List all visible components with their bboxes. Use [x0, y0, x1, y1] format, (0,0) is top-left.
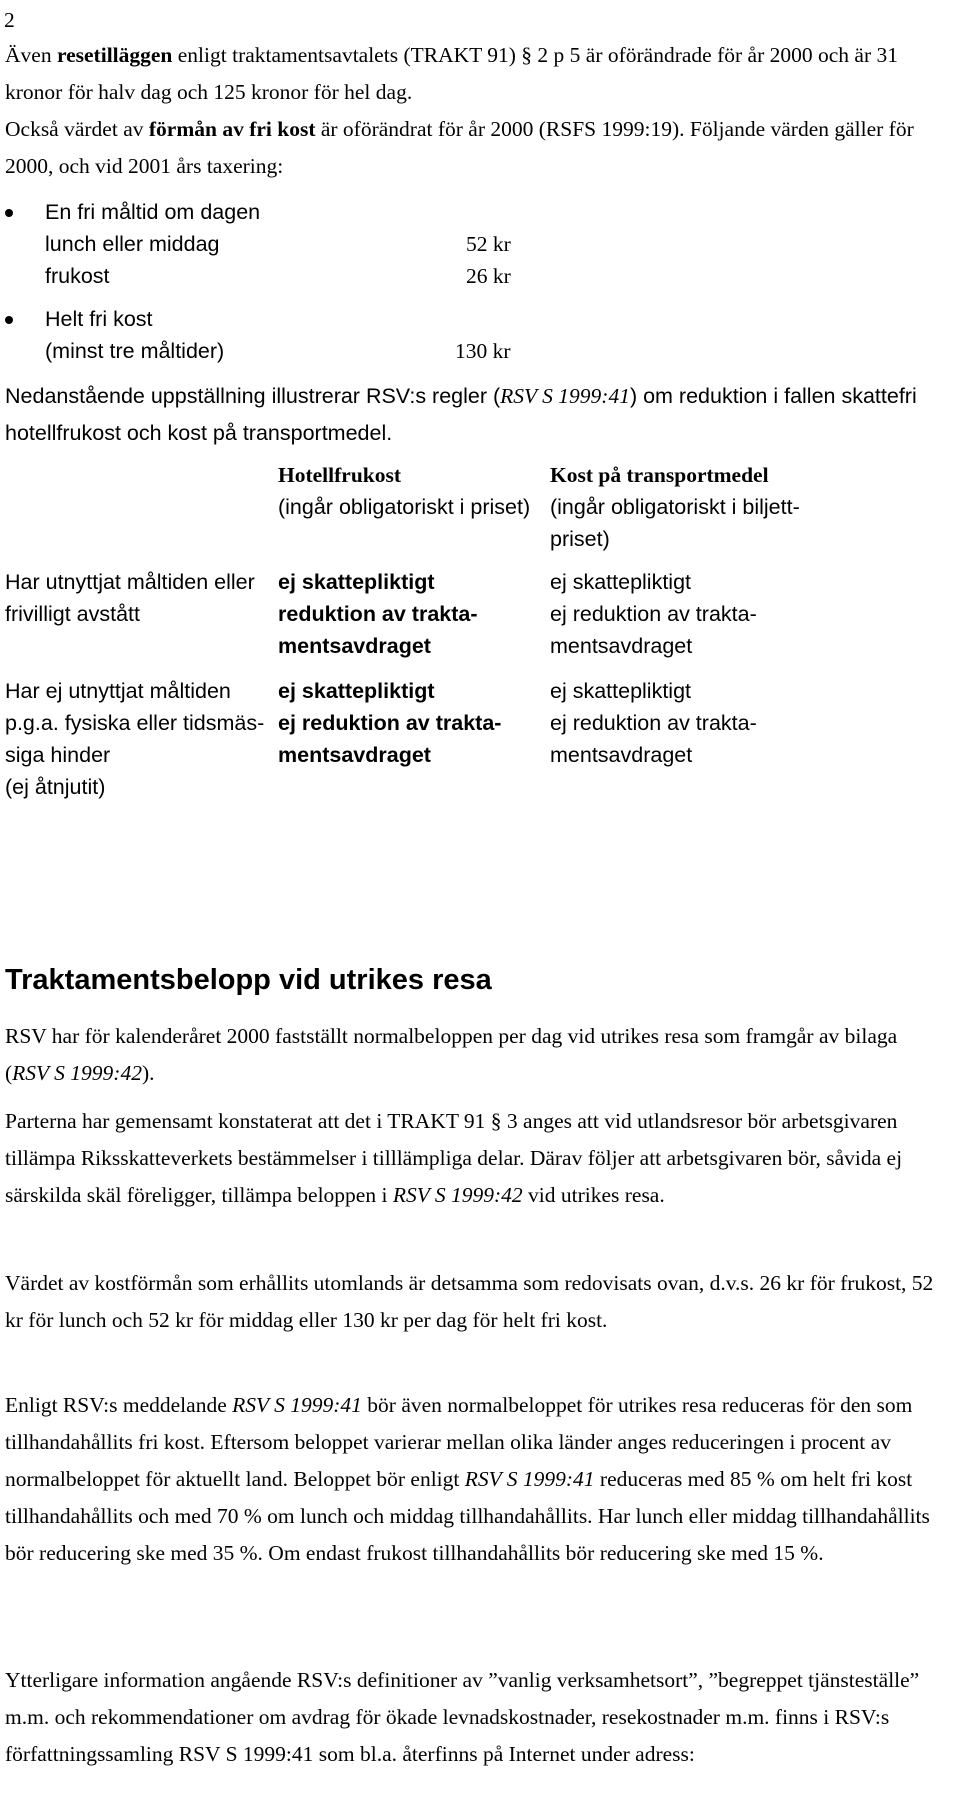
bullet-icon: [5, 316, 13, 324]
table-row2-label-line: (ej åtnjutit): [5, 775, 106, 799]
table-row1-col1-line: mentsavdraget: [278, 634, 431, 658]
text-run: Enligt RSV:s meddelande: [5, 1393, 233, 1417]
text-run: Nedanstående uppställning illustrerar RSV:s regler (: [5, 384, 501, 408]
table-subheader-transportmedel-1: (ingår obligatoriskt i biljett-: [550, 495, 800, 519]
text-run: bör även normalbeloppet för utrikes resa reduceras för den som tillhandahållits fri kost. Eftersom beloppet varierar mellan olika länder anges reduceringen i procent av normalbeloppet för aktuellt land. Beloppet bör enligt: [5, 1393, 913, 1491]
table-row2-col2-line: ej reduktion av trakta-: [550, 711, 757, 735]
table-row1-label-line: Har utnyttjat måltiden eller: [5, 570, 255, 594]
meal-label-frukost: frukost: [45, 264, 110, 288]
meal-value-helt: 130 kr: [455, 339, 511, 363]
table-header-hotellfrukost: Hotellfrukost: [278, 463, 402, 487]
table-subheader-hotellfrukost: (ingår obligatoriskt i priset): [278, 495, 531, 519]
paragraph-reduktion: [5, 1387, 945, 1572]
paragraph-parterna: [5, 1103, 945, 1214]
text-run: enligt traktamentsavtalets (TRAKT 91) § 2 p 5 är oförändrade för år 2000 och är 31 kronor för halv dag och 125 kronor för hel dag.: [5, 43, 898, 104]
table-subheader-transportmedel-2: priset): [550, 527, 610, 551]
reference-rsv-s-1999-41: RSV S 1999:41: [464, 1467, 595, 1491]
reference-rsv-s-1999-42: RSV S 1999:42: [12, 1061, 142, 1085]
reference-rsv-s-1999-42: RSV S 1999:42: [392, 1183, 523, 1207]
table-row1-label-line: frivilligt avstått: [5, 602, 141, 626]
text-run: Även: [5, 43, 57, 67]
table-row2-col2-line: ej skattepliktigt: [550, 679, 692, 703]
paragraph-uppstallning: [5, 378, 945, 452]
paragraph-kostforman: [5, 111, 945, 185]
table-row2-col1-line: ej reduktion av trakta-: [278, 711, 502, 735]
paragraph-ytterligare-information: [5, 1662, 945, 1773]
table-row2-col1-line: ej skattepliktigt: [278, 679, 435, 703]
reference-rsv-s-1999-41: RSV S 1999:41: [500, 384, 630, 408]
paragraph-normalbelopp: [5, 1018, 945, 1092]
table-row1-col2-line: ej skattepliktigt: [550, 570, 692, 594]
meal-value-frukost: 26 kr: [466, 264, 511, 288]
reference-rsv-s-1999-41: RSV S 1999:41: [232, 1393, 362, 1417]
table-row2-label-line: Har ej utnyttjat måltiden: [5, 679, 231, 703]
table-row1-col2-line: mentsavdraget: [550, 634, 693, 658]
text-run: Parterna har gemensamt konstaterat att det i TRAKT 91 § 3 anges att vid utlandsresor bör arbetsgivaren tillämpa Riksskatteverkets bestämmelser i tilllämpliga delar. Därav följer att arbetsgivaren bör, såvida ej särskilda skäl föreligger, tillämpa beloppen i: [5, 1109, 903, 1207]
text-run: vid utrikes resa.: [522, 1183, 665, 1207]
bold-term-resetillaggen: resetilläggen: [56, 43, 173, 67]
table-row1-col2-line: ej reduktion av trakta-: [550, 602, 757, 626]
bullet-title: En fri måltid om dagen: [45, 200, 261, 224]
meal-value-lunch: 52 kr: [466, 232, 511, 256]
paragraph-resetillagg: [5, 37, 945, 111]
table-row1-col1-line: ej skattepliktigt: [278, 570, 435, 594]
text-run: reduceras med 85 % om helt fri kost tillhandahållits och med 70 % om lunch och middag tillhandahållits. Har lunch eller middag tillhandahållits bör reducering ske med 35 %. Om endast frukost tillhandahållits bör reducering ske med 15 %.: [5, 1467, 930, 1565]
table-row2-label-line: p.g.a. fysiska eller tidsmäs-: [5, 711, 265, 735]
text-run: ) om reduktion i fallen skattefri hotellfrukost och kost på transportmedel.: [5, 384, 917, 445]
meal-label-helt: (minst tre måltider): [45, 339, 225, 363]
table-row2-col2-line: mentsavdraget: [550, 743, 693, 767]
bullet-icon: [5, 209, 13, 217]
paragraph-kostforman-utomlands: Värdet av kostförmån som erhållits utomlands är detsamma som redovisats ovan, d.v.s. 26 kr för frukost, 52 kr för lunch och 52 kr för middag eller 130 kr per dag för helt fri kost.: [5, 1271, 934, 1332]
meal-label-lunch: lunch eller middag: [45, 232, 220, 256]
text-run: är oförändrat för år 2000 (RSFS 1999:19). Följande värden gäller för 2000, och vid 2001 års taxering:: [5, 117, 914, 178]
text-run: ).: [141, 1061, 155, 1085]
page-number: 2: [4, 8, 15, 32]
text-run: Ytterligare information angående RSV:s definitioner av ”vanlig verksamhetsort”, ”begreppet tjänsteställe” m.m. och rekommendationer om avdrag för ökade levnadskostnader, resekostnader m.m. finns i RSV:s författningssamling RSV S 1999:41 som bl.a. återfinns på Internet under adress:: [5, 1668, 920, 1766]
text-run: Också värdet av: [5, 117, 149, 141]
table-row2-col1-line: mentsavdraget: [278, 743, 431, 767]
table-row2-label-line: siga hinder: [5, 743, 111, 767]
bold-term-forman-fri-kost: förmån av fri kost: [148, 117, 316, 141]
section-heading: Traktamentsbelopp vid utrikes resa: [5, 964, 492, 996]
bullet-title: Helt fri kost: [45, 307, 153, 331]
text-run: RSV har för kalenderåret 2000 fastställt normalbeloppen per dag vid utrikes resa som framgår av bilaga (: [5, 1024, 898, 1085]
table-header-transportmedel: Kost på transportmedel: [550, 463, 769, 487]
table-row1-col1-line: reduktion av trakta-: [278, 602, 478, 626]
